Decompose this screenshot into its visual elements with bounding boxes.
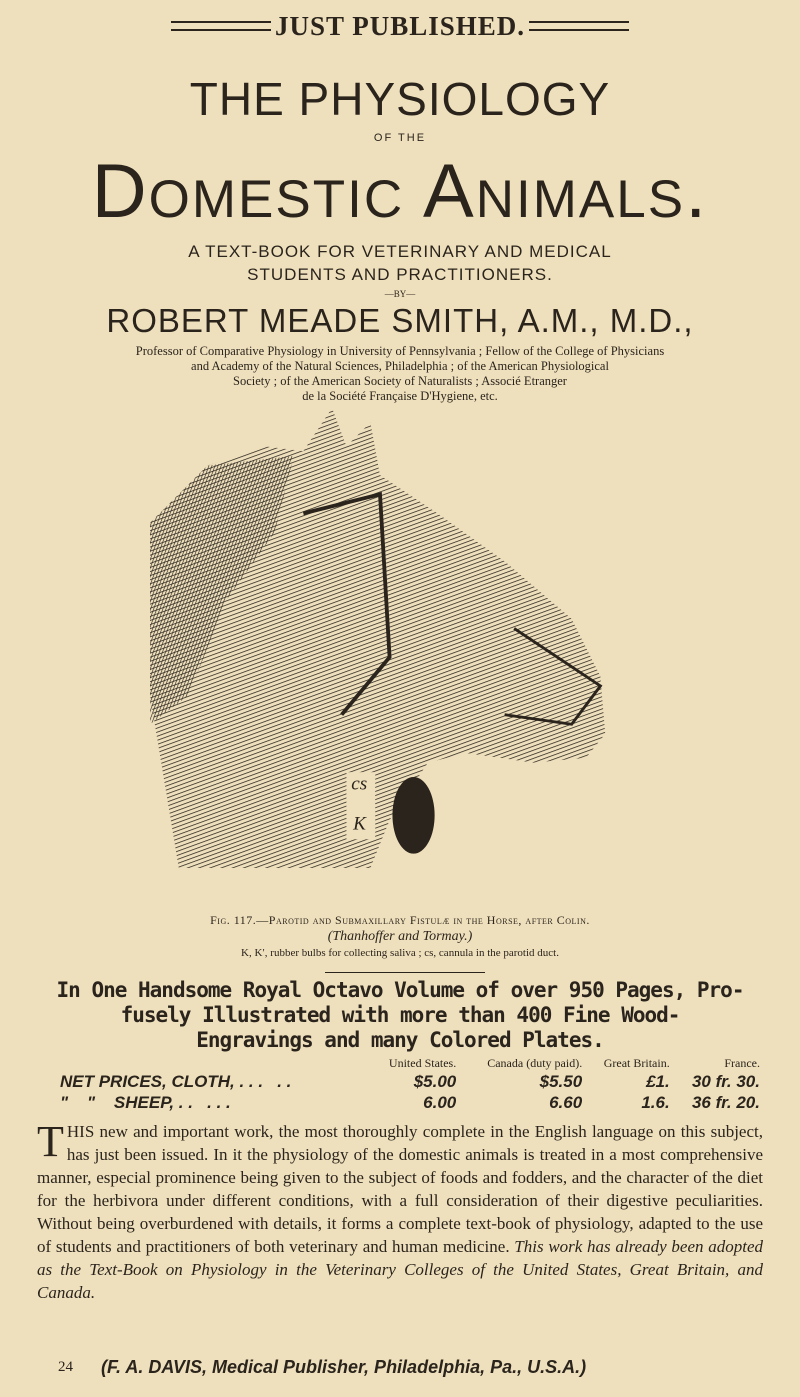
rule-left bbox=[171, 21, 271, 31]
affiliation-line: and Academy of the Natural Sciences, Philadelphia ; of the American Physiological bbox=[191, 359, 609, 373]
caption-credit: (Thanhoffer and Tormay.) bbox=[327, 929, 473, 944]
price: $5.00 bbox=[413, 1072, 457, 1091]
col-header: Canada (duty paid). bbox=[487, 1056, 583, 1070]
label-cs: cs bbox=[351, 773, 368, 795]
price: 6.60 bbox=[549, 1093, 583, 1112]
author: ROBERT MEADE SMITH, A.M., M.D., bbox=[106, 302, 694, 339]
label-k: K bbox=[353, 813, 366, 835]
col-header: Great Britain. bbox=[603, 1056, 670, 1070]
price: 6.00 bbox=[423, 1093, 457, 1112]
announcement-line: fusely Illustrated with more than 400 Fine Wood- bbox=[120, 1003, 680, 1027]
price: 36 fr. 20. bbox=[691, 1093, 760, 1112]
horse-head-engraving bbox=[150, 408, 610, 868]
description-text: HIS new and important work, the most thoroughly complete in the English language on this subject, has just been issued. In it the physiology of the domestic animals is treated in a most comprehensive manner, especial prominence being given to the subject of foods and fodders, and the character of the diet for the herbivora under different conditions, with a full consideration of their digestive peculiarities. Without being overburdened with details, it forms a complete text-book of physiology, adapted to the use of students and practitioners of both veterinary and human medicine. bbox=[37, 1122, 763, 1256]
banner-text: JUST PUBLISHED. bbox=[274, 11, 526, 41]
divider bbox=[325, 972, 485, 973]
affiliation-line: Society ; of the American Society of Naturalists ; Associé Etranger bbox=[233, 374, 567, 388]
price-row bbox=[60, 1072, 760, 1093]
title-line2: Domestic Animals. bbox=[91, 149, 709, 234]
row-label: NET PRICES, CLOTH, . . . . . bbox=[60, 1072, 292, 1091]
affiliation-line: Professor of Comparative Physiology in University of Pennsylvania ; Fellow of the College of Physicians bbox=[135, 344, 665, 358]
footer bbox=[58, 1356, 586, 1378]
subtitle bbox=[0, 240, 800, 286]
by-label: —BY— bbox=[384, 289, 416, 299]
figure-caption bbox=[0, 912, 800, 961]
row-label: " " SHEEP, . . . . . bbox=[60, 1093, 231, 1112]
announcement-line: In One Handsome Royal Octavo Volume of over 950 Pages, Pro- bbox=[56, 978, 744, 1002]
price: 1.6. bbox=[641, 1093, 670, 1112]
rule-right bbox=[529, 21, 629, 31]
price-row bbox=[60, 1093, 760, 1114]
page-number: 24 bbox=[58, 1359, 73, 1375]
subtitle-line: A TEXT-BOOK FOR VETERINARY AND MEDICAL bbox=[188, 242, 612, 261]
affiliations bbox=[35, 344, 765, 404]
price: £1. bbox=[646, 1072, 670, 1091]
publisher: (F. A. DAVIS, Medical Publisher, Philadelphia, Pa., U.S.A.) bbox=[101, 1357, 587, 1377]
announcement bbox=[50, 978, 750, 1053]
price: $5.50 bbox=[539, 1072, 583, 1091]
caption-title: Fig. 117.—Parotid and Submaxillary Fistulæ in the Horse, after Colin. bbox=[210, 913, 590, 927]
col-header: France. bbox=[724, 1056, 760, 1070]
caption-legend: K, K′, rubber bulbs for collecting saliva ; cs, cannula in the parotid duct. bbox=[241, 947, 559, 959]
title-line1: THE PHYSIOLOGY bbox=[189, 73, 611, 125]
description bbox=[37, 1117, 763, 1304]
price-table bbox=[60, 1056, 760, 1114]
banner bbox=[0, 8, 800, 44]
price: 30 fr. 30. bbox=[691, 1072, 760, 1091]
drop-cap: T bbox=[37, 1117, 64, 1166]
subtitle-line: STUDENTS AND PRACTITIONERS. bbox=[247, 265, 553, 284]
col-header: United States. bbox=[388, 1056, 457, 1070]
affiliation-line: de la Société Française D'Hygiene, etc. bbox=[302, 389, 498, 403]
of-the: OF THE bbox=[373, 132, 427, 144]
description-italic: This work has already been adopted as the Text-Book on Physiology in the Veterinary Colleges of the United States, Great Britain, and Canada. bbox=[37, 1237, 763, 1302]
announcement-line: Engravings and many Colored Plates. bbox=[196, 1028, 604, 1052]
